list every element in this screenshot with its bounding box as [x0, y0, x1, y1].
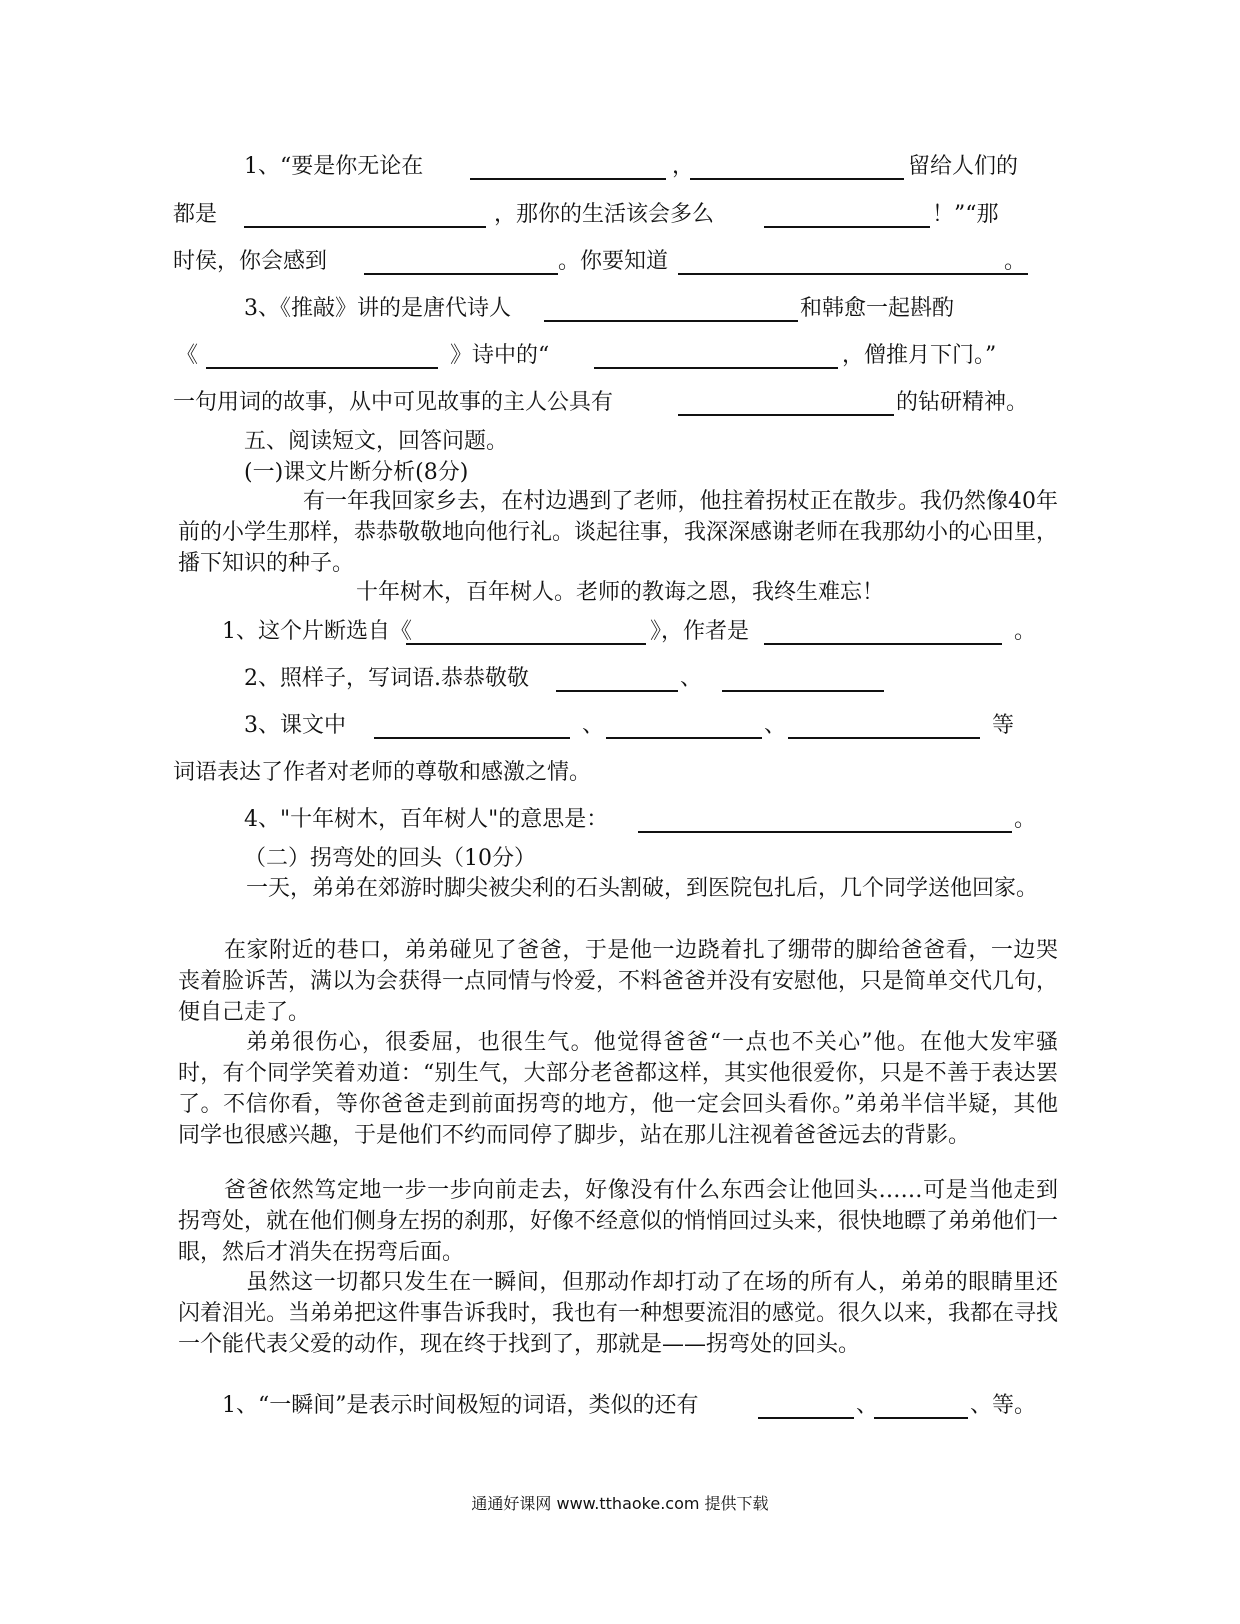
answer-blank[interactable]	[556, 690, 678, 692]
question-text: 等	[992, 713, 1015, 738]
question-text: 。你要知道	[558, 249, 669, 274]
passage-paragraph: 十年树木，百年树人。老师的教诲之恩，我终生难忘！	[356, 580, 885, 605]
answer-blank[interactable]	[764, 226, 930, 228]
answer-blank[interactable]	[374, 737, 570, 739]
answer-blank[interactable]	[638, 831, 1012, 833]
question-text: 4、"十年树木，百年树人"的意思是：	[244, 807, 609, 832]
answer-blank[interactable]	[606, 737, 762, 739]
question-text: 。	[1004, 249, 1027, 274]
passage-paragraph: 爸爸依然笃定地一步一步向前走去，好像没有什么东西会让他回头……可是当他走到拐弯处，就在他们侧身左拐的刹那，好像不经意似的悄悄回过头来，很快地瞟了弟弟他们一眼，然后才消失在拐弯后面。	[178, 1178, 1059, 1265]
answer-blank[interactable]	[678, 414, 894, 416]
question-text: ，那你的生活该会多么	[494, 202, 715, 227]
question-text: 、	[680, 666, 703, 691]
question-text: 、	[764, 713, 787, 738]
passage-paragraph: 有一年我回家乡去，在村边遇到了老师，他拄着拐杖正在散步。我仍然像40年前的小学生那样，恭恭敬敬地向他行礼。谈起往事，我深深感谢老师在我那幼小的心田里，播下知识的种子。	[178, 489, 1059, 576]
question-text: 和韩愈一起斟酌	[800, 296, 955, 321]
answer-blank[interactable]	[722, 690, 884, 692]
answer-blank[interactable]	[874, 1417, 968, 1419]
question-text: 词语表达了作者对老师的尊敬和感激之情。	[173, 760, 592, 785]
question-text: 、	[582, 713, 605, 738]
question-text: 一句用词的故事，从中可见故事的主人公具有	[173, 390, 614, 415]
answer-blank[interactable]	[690, 178, 904, 180]
answer-blank[interactable]	[788, 737, 980, 739]
answer-blank[interactable]	[758, 1417, 854, 1419]
question-text: 。	[1014, 807, 1037, 832]
question-text: 1、“要是你无论在	[244, 154, 424, 179]
passage-paragraph: 虽然这一切都只发生在一瞬间，但那动作却打动了在场的所有人，弟弟的眼睛里还闪着泪光。当弟弟把这件事告诉我时，我也有一种想要流泪的感觉。很久以来，我都在寻找一个能代表父爱的动作，现在终于找到了，那就是——拐弯处的回头。	[178, 1270, 1059, 1357]
question-text: ，	[672, 154, 695, 179]
answer-blank[interactable]	[206, 367, 438, 369]
question-text: 、	[856, 1393, 879, 1418]
question-text: 2、照样子，写词语.恭恭敬敬	[244, 666, 529, 691]
question-text: 都是	[173, 202, 218, 227]
question-text: 的钻研精神。	[896, 390, 1029, 415]
answer-blank[interactable]	[470, 178, 666, 180]
answer-blank[interactable]	[364, 273, 558, 275]
question-text: 》，作者是	[650, 619, 750, 644]
question-text: 3、《推敲》讲的是唐代诗人	[244, 296, 511, 321]
answer-blank[interactable]	[544, 320, 798, 322]
question-text: 、等。	[970, 1393, 1037, 1418]
answer-blank[interactable]	[594, 367, 838, 369]
question-text: ，僧推月下门。”	[842, 343, 997, 368]
part-1-heading: (一)课文片断分析(8分)	[244, 460, 469, 485]
passage-paragraph: 弟弟很伤心，很委屈，也很生气。他觉得爸爸“一点也不关心”他。在他大发牢骚时，有个同学笑着劝道：“别生气，大部分老爸都这样，其实他很爱你，只是不善于表达罢了。不信你看，等你爸爸走到前面拐弯的地方，他一定会回头看你。”弟弟半信半疑，其他同学也很感兴趣，于是他们不约而同停了脚步，站在那儿注视着爸爸远去的背影。	[178, 1030, 1058, 1148]
answer-blank[interactable]	[244, 226, 486, 228]
question-text: 时侯，你会感到	[173, 249, 328, 274]
section-5-heading: 五、阅读短文，回答问题。	[244, 429, 509, 454]
question-text: 1、“一瞬间”是表示时间极短的词语，类似的还有	[222, 1393, 699, 1418]
question-text: 》诗中的“	[450, 343, 550, 368]
answer-blank[interactable]	[678, 273, 1028, 275]
question-text: 留给人们的	[908, 154, 1019, 179]
question-text: 3、课文中	[244, 713, 346, 738]
question-text: ！”“那	[932, 202, 999, 227]
answer-blank[interactable]	[406, 643, 646, 645]
question-text: 1、这个片断选自《	[222, 619, 412, 644]
question-text: 《	[176, 343, 199, 368]
part-2-heading: （二）拐弯处的回头（10分）	[244, 846, 536, 871]
page-footer: 通通好课网 www.tthaoke.com 提供下载	[471, 1494, 769, 1513]
passage-paragraph: 在家附近的巷口，弟弟碰见了爸爸，于是他一边跷着扎了绷带的脚给爸爸看，一边哭丧着脸诉苦，满以为会获得一点同情与怜爱，不料爸爸并没有安慰他，只是简单交代几句，便自己走了。	[178, 938, 1059, 1025]
answer-blank[interactable]	[764, 643, 1002, 645]
question-text: 。	[1014, 619, 1037, 644]
passage-paragraph: 一天，弟弟在郊游时脚尖被尖利的石头割破，到医院包扎后，几个同学送他回家。	[246, 876, 1039, 901]
